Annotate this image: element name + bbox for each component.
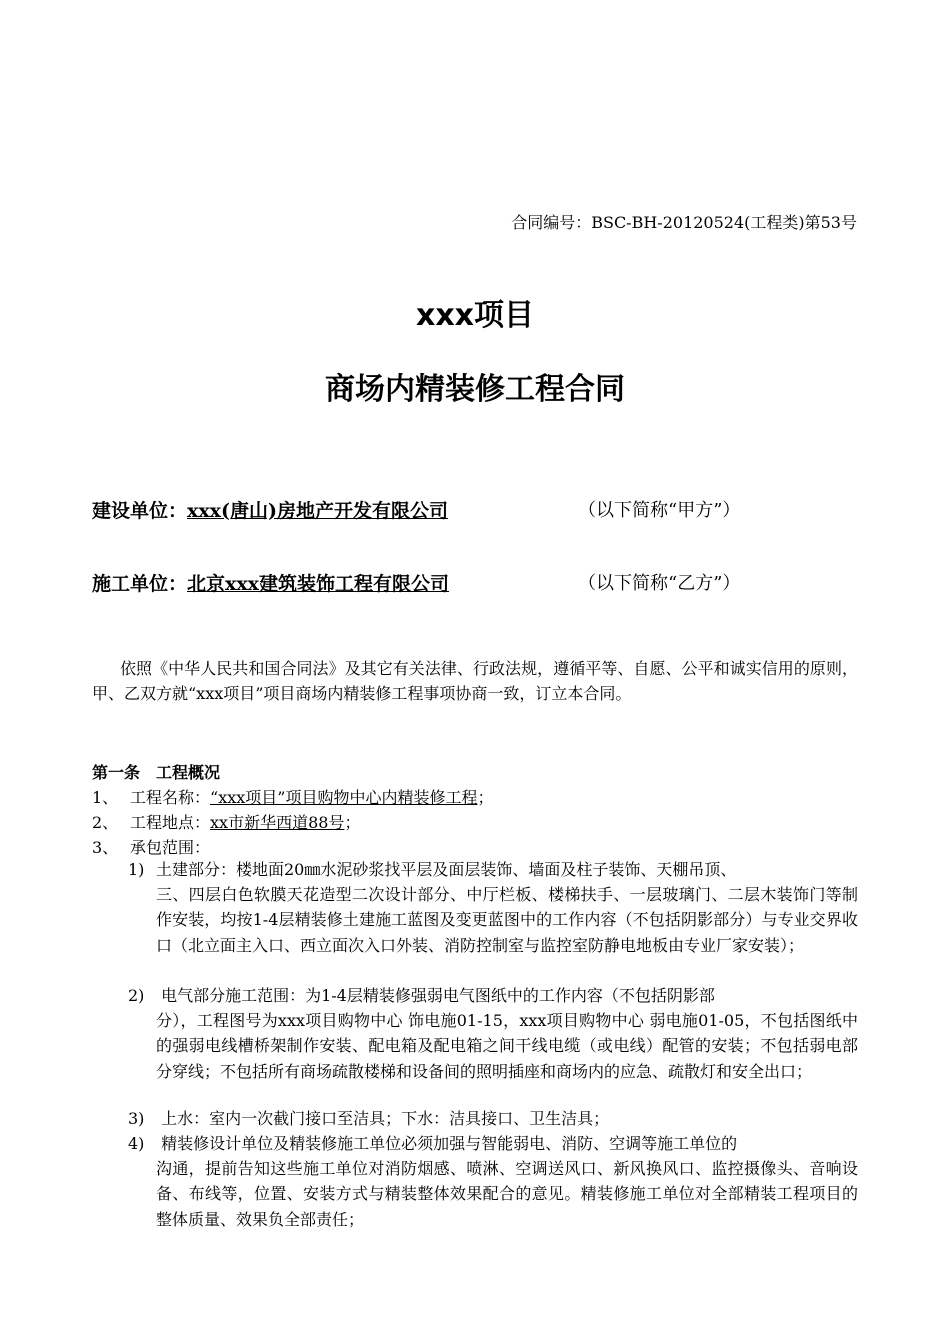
- scope-item-2-rest: 分），工程图号为xxx项目购物中心 饰电施01-15，xxx项目购物中心 弱电施01-05，不包括图纸中的强弱电线槽桥架制作安装、配电箱及配电箱之间干线电缆（或电线）配管的安装；不包括弱电部分穿线；不包括所有商场疏散楼梯和设备间的照明插座和商场内的应急、疏散灯和安全出口；: [156, 1011, 858, 1081]
- scope-item-3-first: 上水：室内一次截门接口至洁具；下水：洁具接口、卫生洁具；: [156, 1109, 610, 1128]
- item-3-number: 3、: [92, 838, 119, 857]
- scope-item-4-head: 4): [128, 1134, 145, 1153]
- item-1-value: “xxx项目”项目购物中心内精装修工程: [210, 788, 478, 807]
- item-1-suffix: ；: [477, 788, 494, 807]
- item-1-label: 工程名称：: [130, 788, 211, 807]
- intro-paragraph: 依照《中华人民共和国合同法》及其它有关法律、行政法规，遵循平等、自愿、公平和诚实信用的原则，甲、乙双方就“xxx项目”项目商场内精装修工程事项协商一致，订立本合同。: [92, 659, 858, 703]
- item-2-value: xx市新华西道88号: [210, 813, 345, 832]
- scope-item-4: [128, 1131, 858, 1232]
- contract-title: 商场内精装修工程合同: [325, 372, 625, 407]
- scope-item-3-head: 3): [128, 1109, 145, 1128]
- item-2-label: 工程地点：: [130, 813, 211, 832]
- party-a-label: 建设单位：: [92, 500, 188, 522]
- scope-item-4-first: 精装修设计单位及精装修施工单位必须加强与智能弱电、消防、空调等施工单位的: [156, 1134, 738, 1153]
- scope-item-3: [128, 1106, 858, 1131]
- item-2-number: 2、: [92, 813, 119, 832]
- item-2: [130, 810, 360, 833]
- scope-item-1: [128, 857, 858, 958]
- party-b-short: （以下简称“乙方”）: [578, 573, 741, 594]
- project-title: xxx项目: [415, 298, 535, 333]
- party-b: [92, 569, 449, 596]
- party-b-label: 施工单位：: [92, 573, 188, 595]
- scope-item-2-head: 2): [128, 986, 145, 1005]
- item-3-label: 承包范围：: [130, 838, 211, 857]
- contract-number: 合同编号：BSC-BH-20120524(工程类)第53号: [511, 213, 857, 232]
- scope-item-1-head: 1): [128, 860, 145, 879]
- item-1-number: 1、: [92, 788, 119, 807]
- scope-item-1-rest: 三、四层白色软膜天花造型二次设计部分、中厅栏板、楼梯扶手、一层玻璃门、二层木装饰门等制作安装，均按1-4层精装修土建施工蓝图及变更蓝图中的工作内容（不包括阴影部分）与专业交界收口（北立面主入口、西立面次入口外装、消防控制室与监控室防静电地板由专业厂家安装）；: [156, 885, 858, 955]
- party-a: [92, 496, 448, 523]
- scope-item-1-first: 土建部分：楼地面20㎜水泥砂浆找平层及面层装饰、墙面及柱子装饰、天棚吊顶、: [156, 860, 737, 879]
- party-a-name: xxx(唐山)房地产开发有限公司: [187, 500, 448, 522]
- item-2-suffix: ；: [344, 813, 361, 832]
- party-b-name: 北京xxx建筑装饰工程有限公司: [187, 573, 449, 595]
- scope-item-2-first: 电气部分施工范围：为1-4层精装修强弱电气图纸中的工作内容（不包括阴影部: [156, 986, 715, 1005]
- item-1: [130, 785, 493, 808]
- party-a-short: （以下简称“甲方”）: [578, 500, 741, 521]
- scope-item-2: [128, 983, 858, 1084]
- article-1-title: 第一条 工程概况: [92, 763, 221, 782]
- scope-item-4-rest: 沟通，提前告知这些施工单位对消防烟感、喷淋、空调送风口、新风换风口、监控摄像头、音响设备、布线等，位置、安装方式与精装整体效果配合的意见。精装修施工单位对全部精装工程项目的整体质量、效果负全部责任；: [156, 1159, 858, 1229]
